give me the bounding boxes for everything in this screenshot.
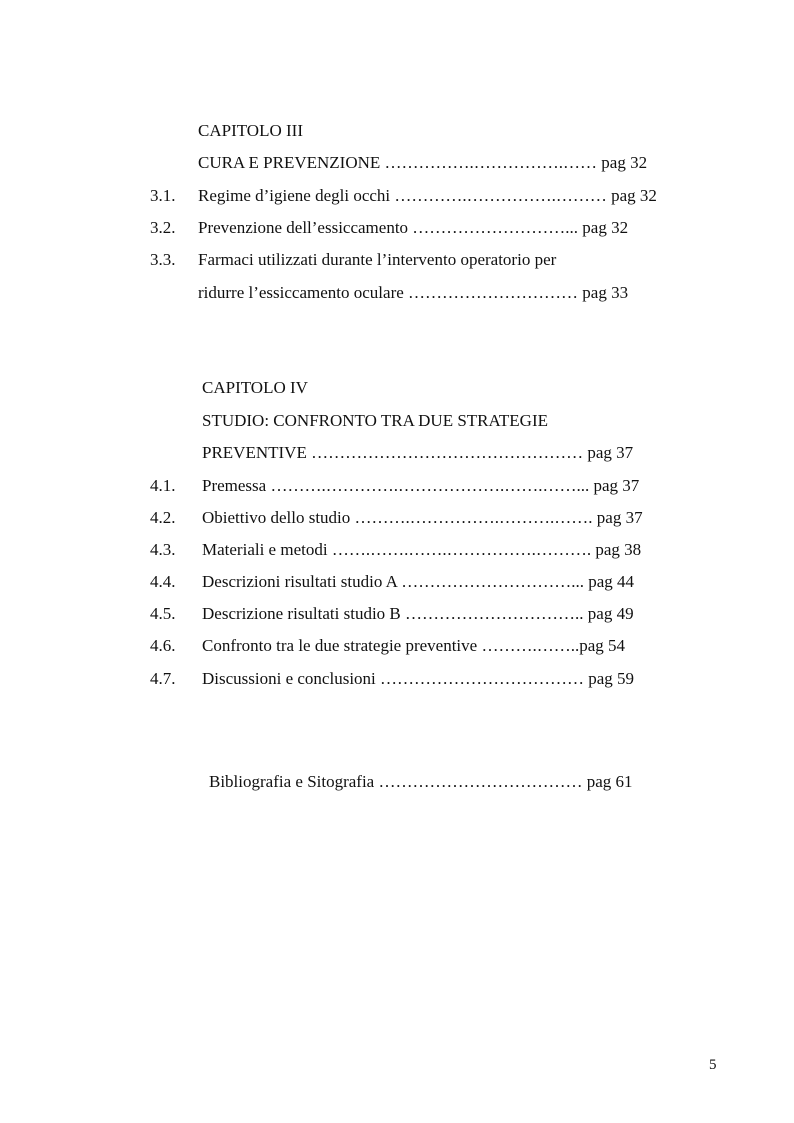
toc-entry[interactable]: Farmaci utilizzati durante l’intervento operatorio per xyxy=(198,250,557,269)
chapter-4-title-cont[interactable]: PREVENTIVE ………………………………………… pag 37 xyxy=(202,443,634,462)
chapter-3-heading: CAPITOLO III xyxy=(198,121,303,140)
toc-entry[interactable]: Discussioni e conclusioni ……………………………… pag 59 xyxy=(202,669,635,688)
toc-entry-number: 4.3. xyxy=(150,540,176,559)
toc-entry-number: 4.5. xyxy=(150,604,176,623)
toc-entry[interactable]: Prevenzione dell’essiccamento ………………………... pag 32 xyxy=(198,218,629,237)
toc-entry[interactable]: Materiali e metodi …….…….…….…………….………. pag 38 xyxy=(202,540,642,559)
toc-entry[interactable]: Regime d’igiene degli occhi ………….…………….……… pag 32 xyxy=(198,186,657,205)
chapter-4-title: STUDIO: CONFRONTO TRA DUE STRATEGIE xyxy=(202,411,549,430)
toc-entry[interactable]: Obiettivo dello studio ……….…………….……….……. pag 37 xyxy=(202,508,643,527)
page-number: 5 xyxy=(709,1057,717,1073)
toc-entry-continuation[interactable]: ridurre l’essiccamento oculare ………………………… pag 33 xyxy=(198,283,629,302)
toc-bibliography[interactable]: Bibliografia e Sitografia ……………………………… pag 61 xyxy=(209,772,633,791)
toc-entry-number: 4.2. xyxy=(150,508,176,527)
toc-entry-number: 4.7. xyxy=(150,669,176,688)
toc-entry-number: 4.6. xyxy=(150,636,176,655)
toc-entry-number: 3.2. xyxy=(150,218,176,237)
toc-entry[interactable]: Descrizioni risultati studio A …………………………... pag 44 xyxy=(202,572,635,591)
toc-entry[interactable]: Descrizione risultati studio B ………………………….. pag 49 xyxy=(202,604,634,623)
toc-entry-number: 4.1. xyxy=(150,476,176,495)
toc-entry-number: 3.1. xyxy=(150,186,176,205)
toc-entry-number: 4.4. xyxy=(150,572,176,591)
chapter-3-title[interactable]: CURA E PREVENZIONE …………….…………….…… pag 32 xyxy=(198,153,648,172)
toc-entry[interactable]: Premessa ……….………….……………….…….……... pag 37 xyxy=(202,476,640,495)
toc-entry[interactable]: Confronto tra le due strategie preventive ……….……..pag 54 xyxy=(202,636,625,655)
toc-entry-number: 3.3. xyxy=(150,250,176,269)
chapter-4-heading: CAPITOLO IV xyxy=(202,378,308,397)
